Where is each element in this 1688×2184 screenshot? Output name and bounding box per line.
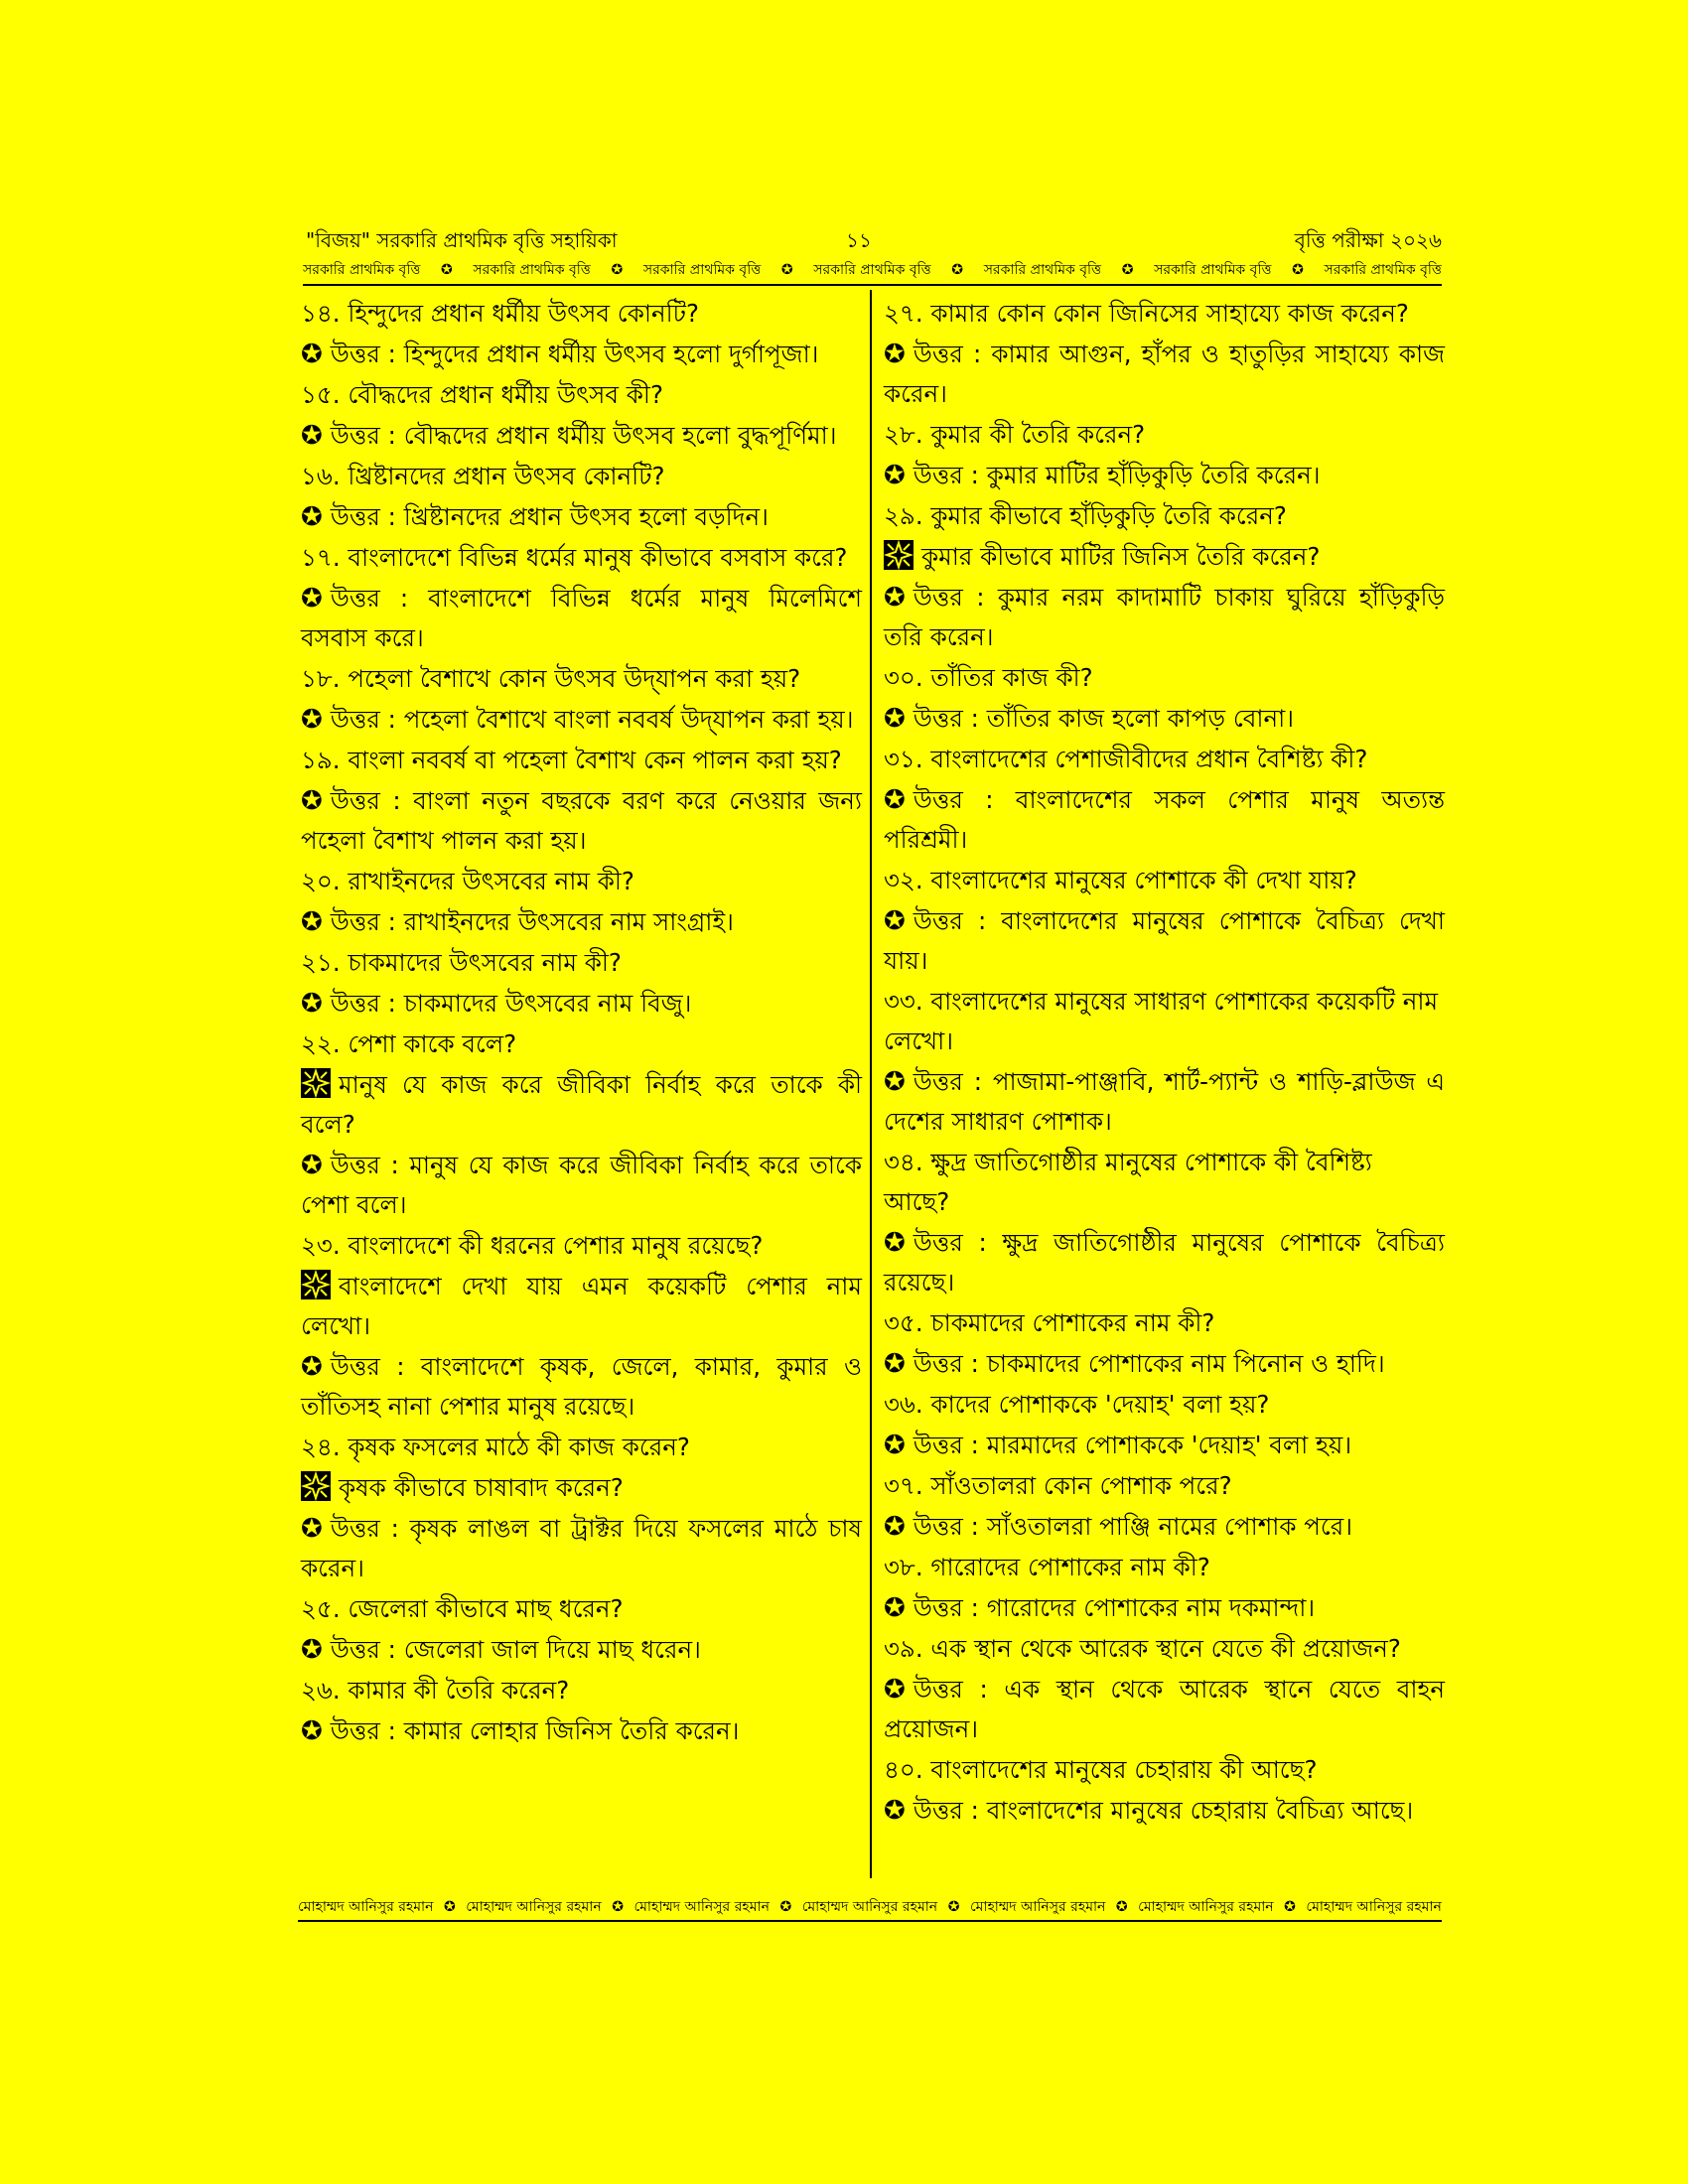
answer-text: উত্তর : জেলেরা জাল দিয়ে মাছ ধরেন। [330,1635,701,1664]
book-title: "বিজয়" সরকারি প্রাথমিক বৃত্তি সহায়িকা [306,228,618,252]
star-circle-icon: ✪ [301,584,323,614]
author-name: মোহাম্মদ আনিসুর রহমান [1306,1899,1442,1915]
star-circle-icon: ✪ [301,1716,323,1746]
answer [884,335,1445,414]
answer [301,579,862,658]
star-circle-icon: ✪ [884,1067,906,1097]
question-text: ২৫. জেলেরা কীভাবে মাছ ধরেন? [301,1594,624,1623]
answer [884,578,1445,657]
question [301,1589,862,1629]
alt-question-text: বাংলাদেশে দেখা যায় এমন কয়েকটি পেশার নাম লেখো। [301,1272,862,1340]
question [301,741,862,780]
answer-text: উত্তর : বাংলাদেশের মানুষের পোশাকে বৈচিত্র্য দেখা যায়। [884,906,1445,975]
star-circle-icon: ✪ [884,1228,906,1258]
question-text: ১৭. বাংলাদেশে বিভিন্ন ধর্মের মানুষ কীভাবে বসবাস করে? [301,543,848,572]
answer-text: উত্তর : মারমাদের পোশাককে 'দেয়াহ' বলা হয়। [913,1431,1352,1459]
answer [301,1146,862,1225]
answer-text: উত্তর : কুমার মাটির হাঁড়িকুড়ি তৈরি করেন। [913,461,1321,489]
answer-text: উত্তর : ক্ষুদ্র জাতিগোষ্ঠীর মানুষের পোশাকে বৈচিত্র্য রয়েছে। [884,1228,1445,1297]
author-name: মোহাম্মদ আনিসুর রহমান [298,1899,434,1915]
pattern-square-icon [301,1270,331,1299]
answer [884,1507,1445,1547]
question [884,496,1445,536]
question [884,740,1445,779]
answer-text: উত্তর : মানুষ যে কাজ করে জীবিকা নির্বাহ করে তাকে পেশা বলে। [301,1151,862,1219]
question [884,415,1445,455]
header-strip [303,256,1442,286]
answer [884,780,1445,860]
question-text: ২৯. কুমার কীভাবে হাঁড়িকুড়ি তৈরি করেন? [884,501,1287,530]
header-strip-label: সরকারি প্রাথমিক বৃত্তি [1324,262,1442,278]
answer-text: উত্তর : তাঁতির কাজ হলো কাপড় বোনা। [913,704,1294,733]
question [884,658,1445,698]
answer [301,1711,862,1751]
alt-question-text: কুমার কীভাবে মাটির জিনিস তৈরি করেন? [921,542,1321,571]
answer [884,901,1445,981]
star-circle-icon: ✪ [951,262,964,278]
author-name: মোহাম্মদ আনিসুর রহমান [969,1899,1106,1915]
answer-text: উত্তর : কামার আগুন, হাঁপর ও হাতুড়ির সাহায্যে কাজ করেন। [884,340,1445,408]
star-circle-icon: ✪ [884,1593,906,1623]
star-circle-icon: ✪ [884,785,906,815]
right-column [884,294,1445,1832]
page-number: ১১ [846,228,872,252]
question-text: ৩৭. সাঁওতালরা কোন পোশাক পরে? [884,1471,1232,1500]
column-divider [870,290,872,1878]
question [301,1226,862,1266]
question-text: ২৩. বাংলাদেশে কী ধরনের পেশার মানুষ রয়েছে? [301,1231,764,1260]
answer [301,984,862,1024]
star-circle-icon: ✪ [884,1796,906,1826]
question [884,1548,1445,1587]
answer [301,1347,862,1427]
star-circle-icon: ✪ [884,340,906,369]
question-text: ২২. পেশা কাকে বলে? [301,1029,517,1058]
question-text: ৩৩. বাংলাদেশের মানুষের সাধারণ পোশাকের কয়েকটি নাম লেখো। [884,987,1439,1055]
star-circle-icon: ✪ [301,1514,323,1544]
question-text: ২১. চাকমাদের উৎসবের নাম কী? [301,948,622,977]
answer-text: উত্তর : হিন্দুদের প্রধান ধর্মীয় উৎসব হলো দুর্গাপূজা। [330,340,819,368]
answer-text: উত্তর : চাকমাদের পোশাকের নাম পিনোন ও হাদি। [913,1349,1385,1378]
answer [884,1670,1445,1749]
question-text: ১৪. হিন্দুদের প্রধান ধর্মীয় উৎসব কোনটি? [301,299,699,328]
star-circle-icon: ✪ [441,262,453,278]
star-circle-icon: ✪ [1292,262,1304,278]
star-circle-icon: ✪ [1284,1899,1296,1915]
answer-text: উত্তর : রাখাইনদের উৎসবের নাম সাংগ্রাই। [330,907,734,936]
answer-text: উত্তর : সাঁওতালরা পাঞ্জি নামের পোশাক পরে। [913,1512,1352,1541]
answer-text: উত্তর : বাংলাদেশের সকল পেশার মানুষ অত্যন্ত পরিশ্রমী। [884,785,1445,854]
question [301,862,862,901]
star-circle-icon: ✪ [884,1675,906,1705]
question-text: ২৬. কামার কী তৈরি করেন? [301,1676,570,1705]
star-circle-icon: ✪ [611,262,624,278]
answer-text: উত্তর : বাংলাদেশে কৃষক, জেলে, কামার, কুমার ও তাঁতিসহ নানা পেশার মানুষ রয়েছে। [301,1352,862,1421]
answer-text: উত্তর : পাজামা-পাঞ্জাবি, শার্ট-প্যান্ট ও শাড়ি-ব্লাউজ এ দেশের সাধারণ পোশাক। [884,1067,1445,1136]
answer-text: উত্তর : কৃষক লাঙল বা ট্রাক্টর দিয়ে ফসলের মাঠে চাষ করেন। [301,1514,862,1582]
star-circle-icon: ✪ [301,1151,323,1180]
question-text: ১৮. পহেলা বৈশাখে কোন উৎসব উদ্‌যাপন করা হয়? [301,664,801,693]
author-name: মোহাম্মদ আনিসুর রহমান [801,1899,938,1915]
header-strip-label: সরকারি প্রাথমিক বৃত্তি [642,262,762,278]
answer [884,1791,1445,1831]
page-header [298,226,1442,254]
question [301,659,862,699]
star-circle-icon: ✪ [779,1899,792,1915]
alt-question-text: মানুষ যে কাজ করে জীবিকা নির্বাহ করে তাকে কী বলে? [301,1070,862,1139]
exam-label: বৃত্তি পরীক্ষা ২০২৬ [1294,228,1442,252]
answer-text: উত্তর : কুমার নরম কাদামাটি চাকায় ঘুরিয়ে হাঁড়িকুড়ি তরি করেন। [884,583,1445,651]
question [884,1303,1445,1343]
star-circle-icon: ✪ [1121,262,1134,278]
question-text: ২০. রাখাইনদের উৎসবের নাম কী? [301,867,634,895]
answer [301,1509,862,1588]
question [884,1750,1445,1790]
answer [884,699,1445,739]
pattern-square-icon [301,1471,331,1501]
question-text: ২৭. কামার কোন কোন জিনিসের সাহায্যে কাজ করেন? [884,299,1409,328]
answer [301,497,862,537]
question [301,1671,862,1710]
answer [884,1223,1445,1302]
question-text: ৩৫. চাকমাদের পোশাকের নাম কী? [884,1308,1215,1337]
header-strip-label: সরকারি প্রাথমিক বৃত্তি [983,262,1102,278]
star-circle-icon: ✪ [301,989,323,1019]
author-name: মোহাম্মদ আনিসুর রহমান [466,1899,602,1915]
star-circle-icon: ✪ [301,502,323,532]
question [301,457,862,496]
star-circle-icon: ✪ [1115,1899,1128,1915]
author-name: মোহাম্মদ আনিসুর রহমান [633,1899,770,1915]
answer [884,456,1445,495]
alt-question [301,1468,862,1508]
question-text: ৩১. বাংলাদেশের পেশাজীবীদের প্রধান বৈশিষ্ট্য কী? [884,745,1368,773]
question [884,1466,1445,1506]
star-circle-icon: ✪ [884,583,906,613]
answer-text: উত্তর : বাংলাদেশের মানুষের চেহারায় বৈচিত্র্য আছে। [913,1796,1414,1825]
question-text: ৩২. বাংলাদেশের মানুষের পোশাকে কী দেখা যায়? [884,866,1357,894]
star-circle-icon: ✪ [443,1899,456,1915]
star-circle-icon: ✪ [301,786,323,816]
star-circle-icon: ✪ [884,1431,906,1460]
answer-text: উত্তর : বৌদ্ধদের প্রধান ধর্মীয় উৎসব হলো বুদ্ধপূর্ণিমা। [330,421,837,450]
answer-text: উত্তর : চাকমাদের উৎসবের নাম বিজু। [330,989,692,1018]
star-circle-icon: ✪ [884,906,906,936]
answer-text: উত্তর : বাংলা নতুন বছরকে বরণ করে নেওয়ার জন্য পহেলা বৈশাখ পালন করা হয়। [301,786,862,855]
question [884,1385,1445,1425]
star-circle-icon: ✪ [301,705,323,735]
question-text: ২৪. কৃষক ফসলের মাঠে কী কাজ করেন? [301,1433,690,1461]
star-circle-icon: ✪ [301,1635,323,1665]
alt-question [301,1065,862,1145]
star-circle-icon: ✪ [780,262,793,278]
footer-strip [298,1894,1442,1922]
question-text: ২৮. কুমার কী তৈরি করেন? [884,420,1146,449]
answer [301,700,862,740]
star-circle-icon: ✪ [612,1899,624,1915]
answer [301,416,862,456]
star-circle-icon: ✪ [301,340,323,369]
star-circle-icon: ✪ [884,461,906,490]
answer-text: উত্তর : বাংলাদেশে বিভিন্ন ধর্মের মানুষ মিলেমিশে বসবাস করে। [301,584,862,652]
author-name: মোহাম্মদ আনিসুর রহমান [1138,1899,1274,1915]
answer [301,781,862,861]
star-circle-icon: ✪ [884,704,906,734]
answer-text: উত্তর : খ্রিষ্টানদের প্রধান উৎসব হলো বড়দিন। [330,502,769,531]
question-text: ১৬. খ্রিষ্টানদের প্রধান উৎসব কোনটি? [301,462,665,490]
question [884,1143,1445,1222]
question [884,294,1445,334]
header-strip-label: সরকারি প্রাথমিক বৃত্তি [473,262,591,278]
question-text: ৩০. তাঁতির কাজ কী? [884,663,1093,692]
header-strip-label: সরকারি প্রাথমিক বৃত্তি [1154,262,1272,278]
question-text: ৩৪. ক্ষুদ্র জাতিগোষ্ঠীর মানুষের পোশাকে কী বৈশিষ্ট্য আছে? [884,1148,1372,1216]
question [301,1428,862,1467]
star-circle-icon: ✪ [884,1349,906,1379]
question [301,375,862,415]
star-circle-icon: ✪ [301,907,323,937]
question-text: ৩৯. এক স্থান থেকে আরেক স্থানে যেতে কী প্রয়োজন? [884,1634,1401,1663]
answer-text: উত্তর : পহেলা বৈশাখে বাংলা নববর্ষ উদ্‌যাপন করা হয়। [330,705,854,734]
question-text: ৩৬. কাদের পোশাককে 'দেয়াহ' বলা হয়? [884,1390,1270,1419]
answer-text: উত্তর : গারোদের পোশাকের নাম দকমান্দা। [913,1593,1316,1622]
answer [884,1344,1445,1384]
question [301,1024,862,1064]
answer [301,1630,862,1670]
header-strip-label: সরকারি প্রাথমিক বৃত্তি [813,262,931,278]
question [301,538,862,578]
question-text: ৩৮. গারোদের পোশাকের নাম কী? [884,1553,1210,1581]
answer-text: উত্তর : কামার লোহার জিনিস তৈরি করেন। [330,1716,740,1745]
answer [884,1062,1445,1142]
question [884,861,1445,900]
star-circle-icon: ✪ [884,1512,906,1542]
question [301,294,862,334]
question [884,982,1445,1061]
left-column [301,294,862,1752]
answer [301,335,862,374]
header-strip-label: সরকারি প্রাথমিক বৃত্তি [303,262,421,278]
answer [884,1588,1445,1628]
alt-question [301,1267,862,1346]
answer-text: উত্তর : এক স্থান থেকে আরেক স্থানে যেতে বাহন প্রয়োজন। [884,1675,1445,1743]
pattern-square-icon [301,1068,331,1098]
question-text: ৪০. বাংলাদেশের মানুষের চেহারায় কী আছে? [884,1755,1318,1784]
pattern-square-icon [884,540,914,570]
answer [301,902,862,942]
alt-question [884,537,1445,577]
answer [884,1426,1445,1465]
alt-question-text: কৃষক কীভাবে চাষাবাদ করেন? [339,1473,624,1502]
star-circle-icon: ✪ [301,421,323,451]
question-text: ১৫. বৌদ্ধদের প্রধান ধর্মীয় উৎসব কী? [301,380,663,409]
question [884,1629,1445,1669]
question-text: ১৯. বাংলা নববর্ষ বা পহেলা বৈশাখ কেন পালন করা হয়? [301,746,842,774]
star-circle-icon: ✪ [301,1352,323,1382]
question [301,943,862,983]
star-circle-icon: ✪ [947,1899,960,1915]
